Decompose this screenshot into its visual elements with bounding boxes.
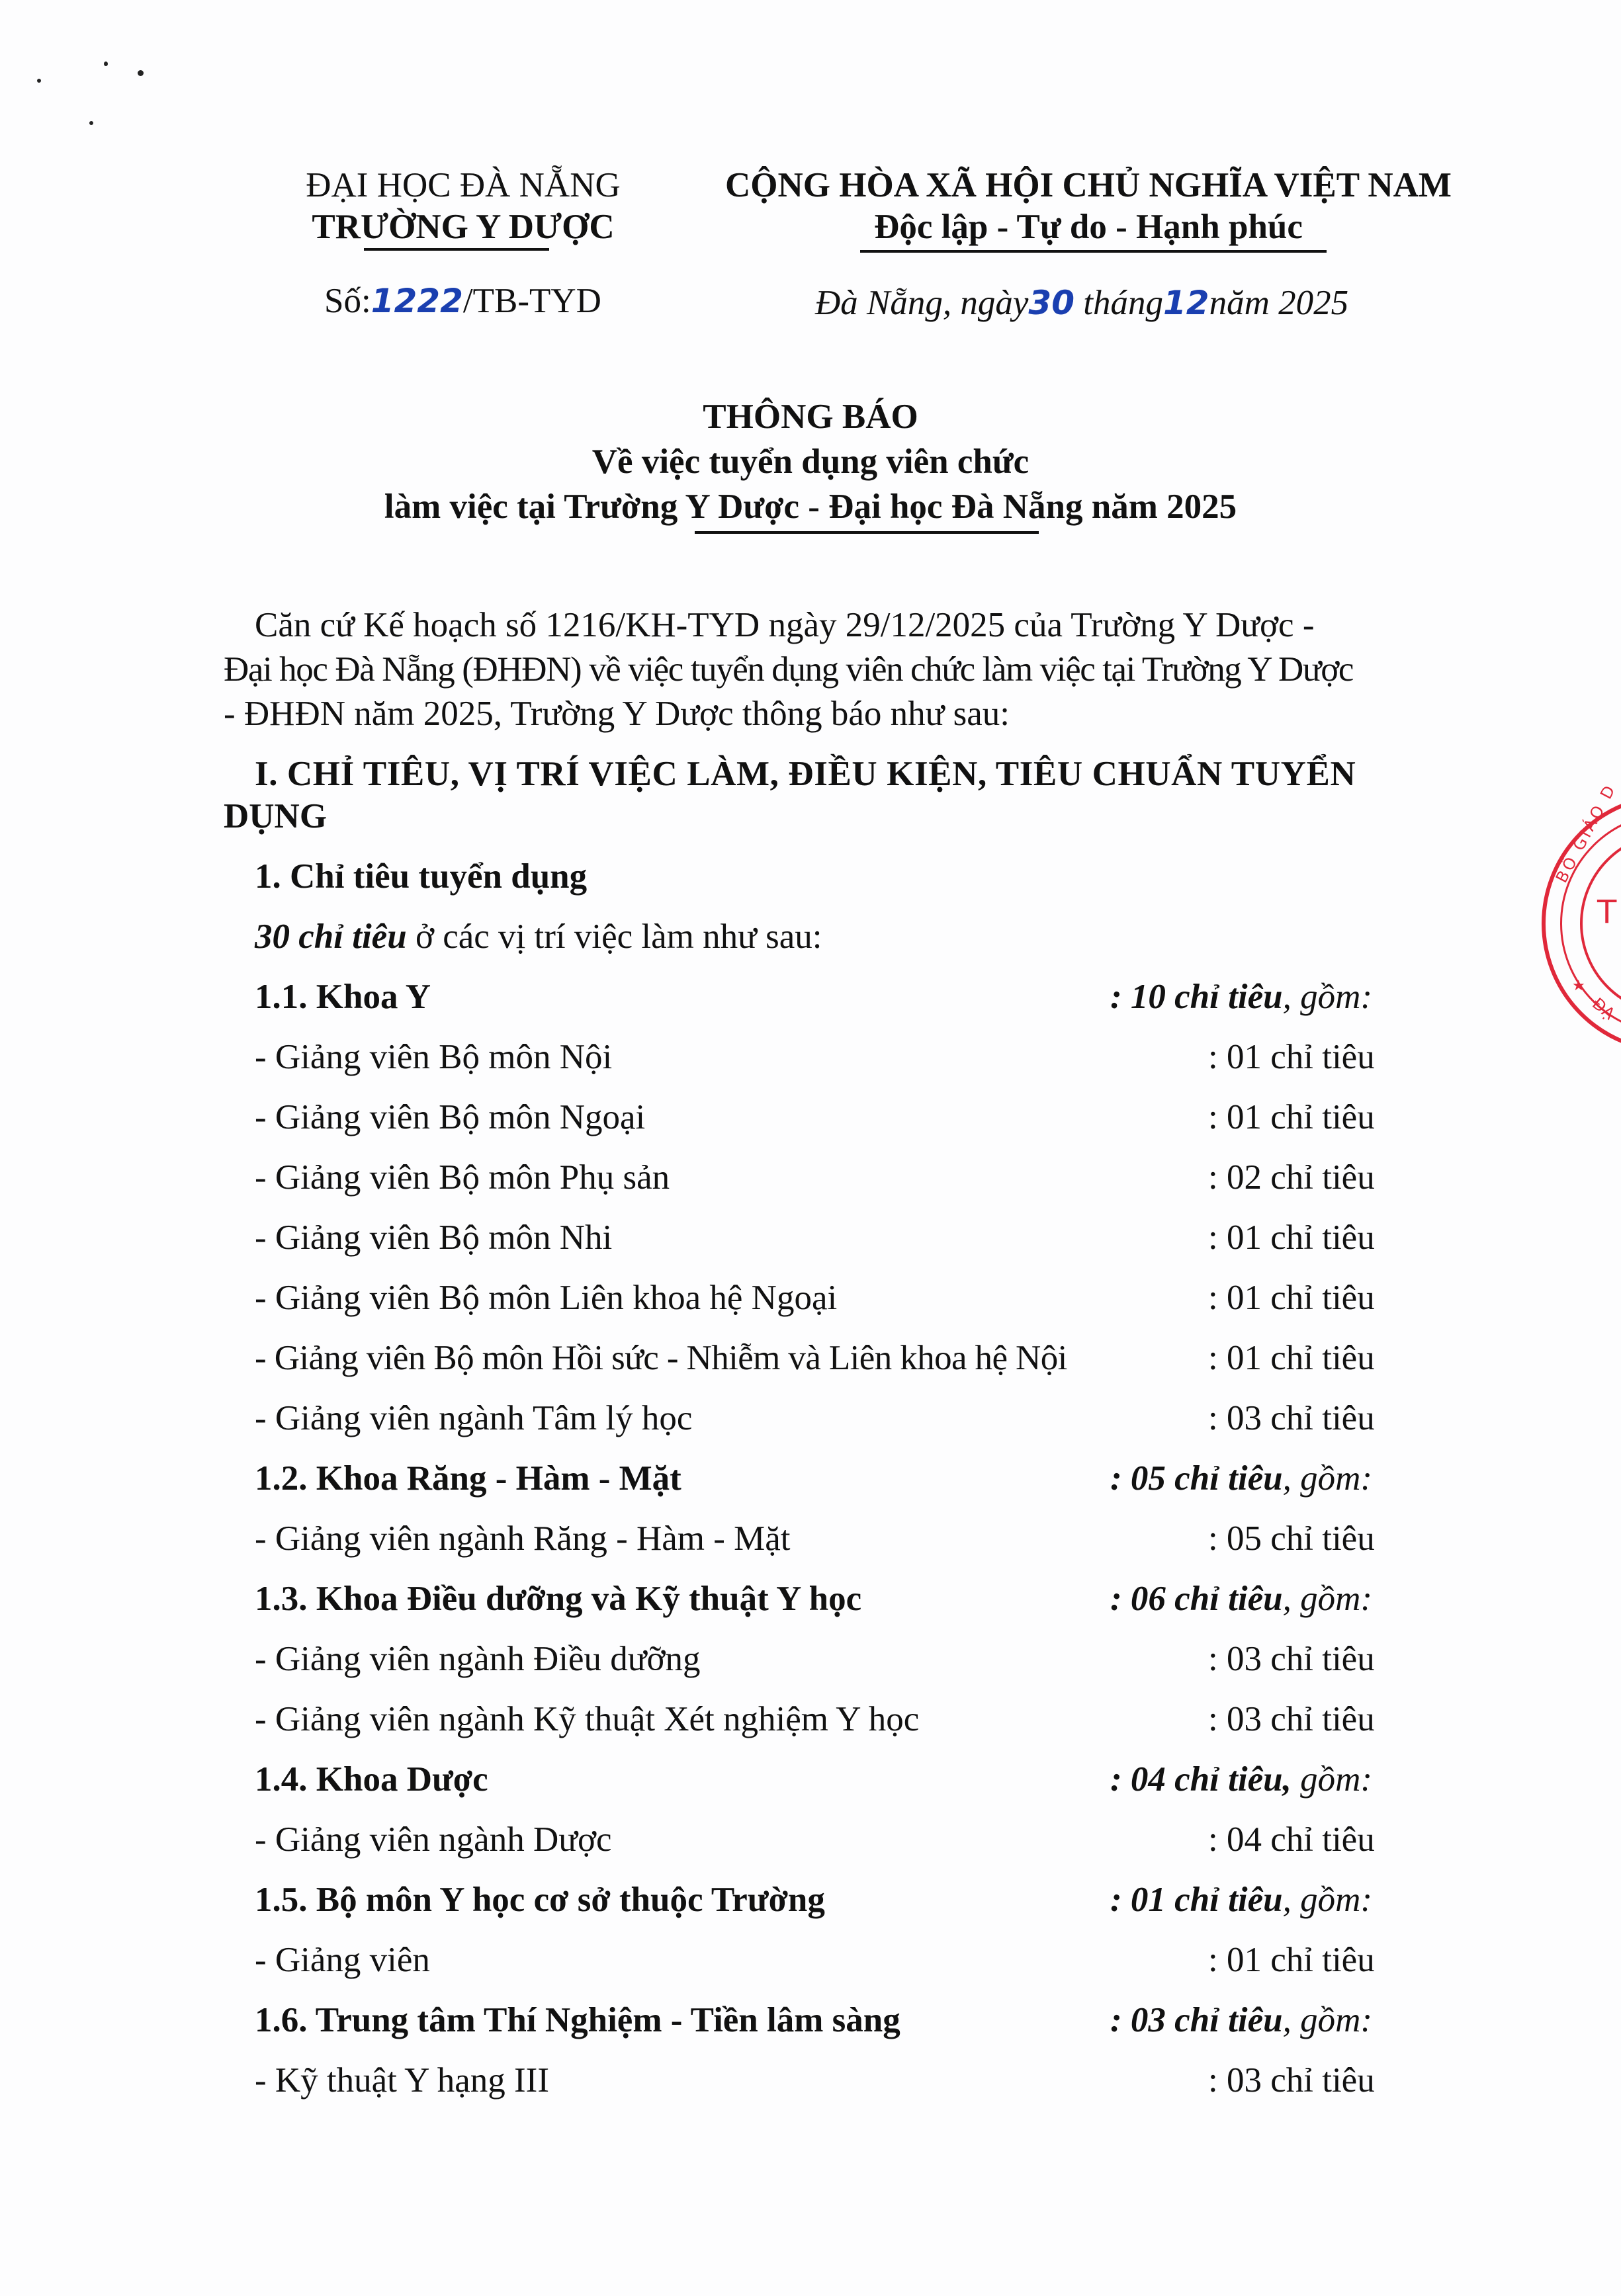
unit-title: 1.5. Bộ môn Y học cơ sở thuộc Trường — [255, 1881, 825, 1919]
unit-title: 1.2. Khoa Răng - Hàm - Mặt — [255, 1459, 681, 1498]
unit-row — [0, 1459, 1621, 1498]
position-quota: : 01 chỉ tiêu — [1208, 1038, 1375, 1076]
total-quota-bold: 30 chỉ tiêu — [255, 917, 407, 956]
motto-underline — [860, 250, 1327, 253]
position-name: - Giảng viên ngành Điều dưỡng — [255, 1640, 701, 1678]
unit-row — [0, 1579, 1621, 1619]
unit-quota — [1110, 2000, 1372, 2040]
unit-quota-bold: : 01 chỉ tiêu — [1110, 1881, 1283, 1919]
position-quota: : 01 chỉ tiêu — [1208, 1098, 1375, 1136]
unit-quota — [1110, 977, 1372, 1017]
unit-quota — [1110, 1760, 1372, 1799]
doc-number-suffix: /TB-TYD — [462, 282, 601, 320]
scan-artifact-dot — [104, 62, 108, 66]
position-name: - Kỹ thuật Y hạng III — [255, 2061, 549, 2100]
position-name: - Giảng viên ngành Dược — [255, 1820, 612, 1859]
position-row — [0, 1940, 1621, 1980]
unit-quota-bold: : 05 chỉ tiêu — [1110, 1459, 1283, 1498]
position-name: - Giảng viên ngành Tâm lý học — [255, 1399, 693, 1437]
total-quota-rest: ở các vị trí việc làm như sau: — [406, 917, 822, 956]
position-quota: : 01 chỉ tiêu — [1208, 1339, 1375, 1377]
unit-quota-rest: gồm: — [1291, 1760, 1373, 1799]
scan-artifact-dot — [89, 121, 93, 125]
position-name: - Giảng viên Bộ môn Nội — [255, 1038, 613, 1076]
position-quota: : 04 chỉ tiêu — [1208, 1820, 1375, 1859]
unit-row — [0, 977, 1621, 1017]
unit-quota-rest: , gồm: — [1282, 978, 1373, 1016]
unit-row — [0, 2000, 1621, 2040]
position-row — [0, 1699, 1621, 1739]
unit-quota — [1110, 1579, 1372, 1619]
unit-title: 1.3. Khoa Điều dưỡng và Kỹ thuật Y học — [255, 1580, 862, 1618]
title-underline — [695, 531, 1039, 534]
unit-title: 1.6. Trung tâm Thí Nghiệm - Tiền lâm sàng — [255, 2001, 900, 2039]
section-heading-line-1: I. CHỈ TIÊU, VỊ TRÍ VIỆC LÀM, ĐIỀU KIỆN, TIÊU CHUẨN TUYỂN — [255, 755, 1356, 793]
doc-number-handwritten: 1222 — [371, 282, 463, 320]
seal-arc-text-bottom: ĐẠ — [1589, 994, 1618, 1023]
org-name: TRƯỜNG Y DƯỢC — [312, 208, 615, 246]
date-month-handwritten: 12 — [1162, 284, 1209, 322]
org-parent: ĐẠI HỌC ĐÀ NẴNG — [306, 166, 621, 204]
doc-number-prefix: Số: — [324, 282, 371, 320]
position-name: - Giảng viên Bộ môn Liên khoa hệ Ngoại — [255, 1279, 838, 1317]
section-heading-line-2: DỤNG — [224, 797, 328, 835]
position-row — [0, 1398, 1621, 1438]
unit-quota — [1110, 1459, 1372, 1498]
position-quota: : 01 chỉ tiêu — [1208, 1218, 1375, 1257]
unit-quota-rest: , gồm: — [1282, 1881, 1373, 1919]
position-row — [0, 1639, 1621, 1679]
date-year-label: năm 2025 — [1209, 284, 1349, 322]
position-row — [0, 2061, 1621, 2100]
position-quota: : 03 chỉ tiêu — [1208, 1640, 1375, 1678]
position-quota: : 01 chỉ tiêu — [1208, 1941, 1375, 1979]
unit-title: 1.4. Khoa Dược — [255, 1760, 488, 1799]
intro-line-2: Đại học Đà Nẵng (ĐHĐN) về việc tuyển dụng viên chức làm việc tại Trường Y Dược — [224, 650, 1353, 689]
document-subtitle-1: Về việc tuyển dụng viên chức — [591, 443, 1030, 481]
date-day-handwritten: 30 — [1028, 284, 1074, 322]
document-title: THÔNG BÁO — [703, 398, 918, 436]
position-row — [0, 1218, 1621, 1257]
date-month-label: tháng — [1074, 284, 1163, 322]
position-name: - Giảng viên Bộ môn Ngoại — [255, 1098, 646, 1136]
unit-quota-rest: , gồm: — [1282, 2001, 1373, 2039]
position-quota: : 03 chỉ tiêu — [1208, 1700, 1375, 1738]
issue-date — [815, 283, 1348, 323]
position-quota: : 03 chỉ tiêu — [1208, 1399, 1375, 1437]
unit-quota-rest: , gồm: — [1282, 1459, 1373, 1498]
unit-quota-bold: : 03 chỉ tiêu — [1110, 2001, 1283, 2039]
country-name: CỘNG HÒA XÃ HỘI CHỦ NGHĨA VIỆT NAM — [725, 166, 1452, 204]
position-row — [0, 1037, 1621, 1077]
national-motto: Độc lập - Tự do - Hạnh phúc — [874, 208, 1303, 246]
intro-line-1: Căn cứ Kế hoạch số 1216/KH-TYD ngày 29/12/2025 của Trường Y Dược - — [255, 606, 1315, 644]
subsection-heading: 1. Chỉ tiêu tuyển dụng — [255, 857, 588, 896]
unit-quota — [1110, 1880, 1372, 1920]
position-quota: : 05 chỉ tiêu — [1208, 1519, 1375, 1558]
unit-quota-rest: , gồm: — [1282, 1580, 1373, 1618]
date-prefix: Đà Nẵng, ngày — [815, 284, 1029, 322]
position-quota: : 02 chỉ tiêu — [1208, 1158, 1375, 1197]
position-row — [0, 1278, 1621, 1318]
unit-row — [0, 1880, 1621, 1920]
intro-line-3: - ĐHĐN năm 2025, Trường Y Dược thông báo như sau: — [224, 695, 1010, 733]
seal-star-icon: ★ — [1572, 978, 1585, 994]
position-name: - Giảng viên ngành Kỹ thuật Xét nghiệm Y học — [255, 1700, 920, 1738]
unit-quota-bold: : 10 chỉ tiêu — [1110, 978, 1283, 1016]
unit-quota-bold: : 04 chỉ tiêu, — [1110, 1760, 1292, 1799]
position-row — [0, 1820, 1621, 1859]
position-row — [0, 1158, 1621, 1197]
doc-number — [324, 281, 601, 321]
position-name: - Giảng viên ngành Răng - Hàm - Mặt — [255, 1519, 791, 1558]
position-quota: : 01 chỉ tiêu — [1208, 1279, 1375, 1317]
position-name: - Giảng viên Bộ môn Nhi — [255, 1218, 613, 1257]
seal-arc-text-top: BỘ GIÁO D — [1552, 780, 1620, 886]
position-row — [0, 1519, 1621, 1558]
unit-quota-bold: : 06 chỉ tiêu — [1110, 1580, 1283, 1618]
total-quota — [255, 917, 822, 957]
org-name-underline — [364, 248, 549, 251]
position-name: - Giảng viên — [255, 1941, 430, 1979]
seal-center-text: T — [1597, 894, 1617, 931]
document-subtitle-2: làm việc tại Trường Y Dược - Đại học Đà Nẵng năm 2025 — [384, 488, 1237, 526]
position-row — [0, 1097, 1621, 1137]
scan-artifact-dot — [37, 79, 41, 83]
position-name: - Giảng viên Bộ môn Phụ sản — [255, 1158, 670, 1197]
position-name: - Giảng viên Bộ môn Hồi sức - Nhiễm và Liên khoa hệ Nội — [255, 1339, 1067, 1377]
scan-artifact-dot — [138, 70, 144, 76]
unit-row — [0, 1760, 1621, 1799]
position-quota: : 03 chỉ tiêu — [1208, 2061, 1375, 2100]
unit-title: 1.1. Khoa Y — [255, 978, 431, 1016]
position-row — [0, 1338, 1621, 1378]
